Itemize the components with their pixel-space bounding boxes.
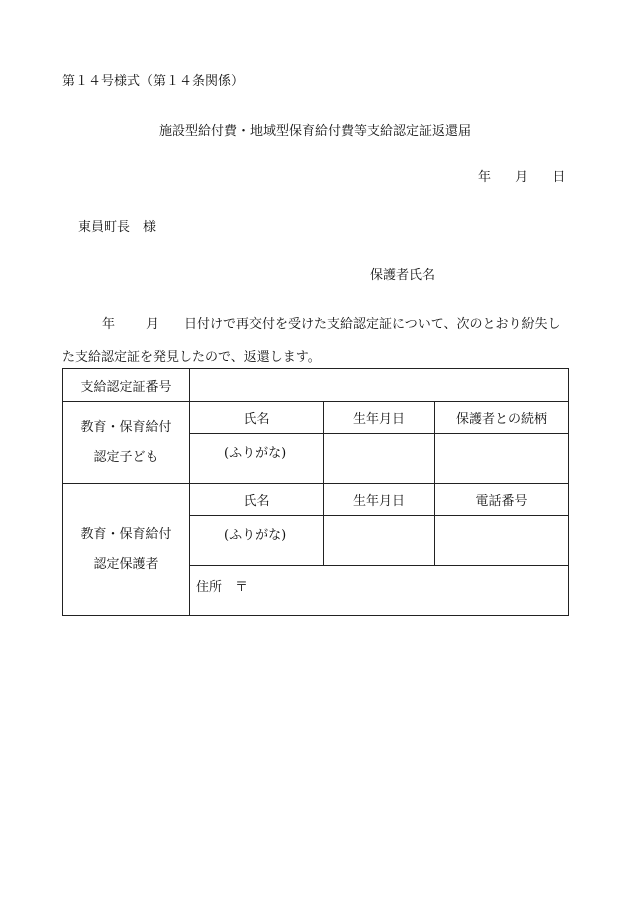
guardian-section-label-line2: 認定保護者: [93, 556, 159, 572]
child-birthdate-header: 生年月日: [324, 402, 435, 434]
document-title: 施設型給付費・地域型保育給付費等支給認定証返還届: [158, 124, 471, 139]
guardian-section-label-line1: 教育・保育給付: [80, 526, 172, 542]
address-label: 住所 〒: [196, 580, 249, 595]
child-relation-header: 保護者との続柄: [435, 402, 569, 434]
body-year-label: 年: [102, 317, 116, 332]
child-name-field[interactable]: [190, 434, 324, 484]
child-birthdate-field[interactable]: [324, 434, 435, 484]
guardian-name-header: 氏名: [190, 484, 324, 516]
date-day-label: 日: [552, 170, 566, 185]
guardian-address-field[interactable]: [190, 566, 569, 616]
guardian-phone-field[interactable]: [435, 516, 569, 566]
body-text-rest: 日付けで再交付を受けた支給認定証について、次のとおり紛失し: [184, 317, 561, 332]
guardian-name-label: 保護者氏名: [370, 268, 436, 283]
cert-number-label: 支給認定証番号: [63, 369, 190, 402]
body-month-label: 月: [146, 317, 160, 332]
cert-number-field[interactable]: [190, 369, 569, 402]
body-text-line-2: た支給認定証を発見したので、返還します。: [62, 350, 321, 365]
date-year-label: 年: [478, 170, 492, 185]
guardian-name-field[interactable]: [190, 516, 324, 566]
guardian-furigana-label: (ふりがな): [224, 528, 287, 543]
form-number: 第１４号様式（第１４条関係）: [62, 74, 245, 89]
child-relation-field[interactable]: [435, 434, 569, 484]
child-furigana-label: (ふりがな): [224, 446, 287, 461]
guardian-phone-header: 電話番号: [435, 484, 569, 516]
body-text-line-1: [102, 313, 560, 332]
child-name-header: 氏名: [190, 402, 324, 434]
child-section-label-line1: 教育・保育給付: [80, 419, 172, 435]
guardian-section-label: [63, 484, 190, 616]
date-month-label: 月: [515, 170, 529, 185]
addressee: 東員町長 様: [78, 220, 157, 235]
child-section-label-line2: 認定子ども: [93, 449, 159, 465]
submission-date: [478, 166, 565, 185]
return-form-table: [62, 368, 569, 616]
child-section-label: [63, 402, 190, 484]
guardian-birthdate-field[interactable]: [324, 516, 435, 566]
guardian-birthdate-header: 生年月日: [324, 484, 435, 516]
